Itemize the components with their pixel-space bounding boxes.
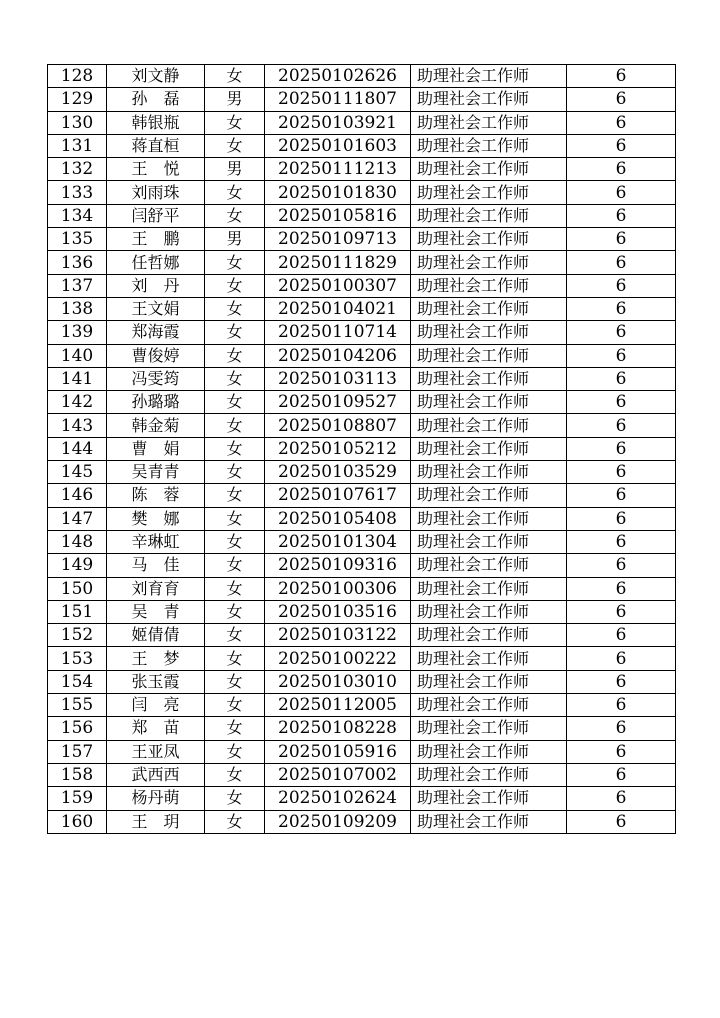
table-row: [48, 158, 676, 181]
gender-cell: 女: [205, 391, 265, 414]
table-row: [48, 321, 676, 344]
table-row: [48, 507, 676, 530]
exam-id-cell: 20250112005: [265, 694, 411, 717]
exam-id-cell: 20250103113: [265, 367, 411, 390]
score-cell: 6: [567, 251, 676, 274]
qualification-cell: 助理社会工作师: [411, 344, 567, 367]
exam-id-cell: 20250105212: [265, 437, 411, 460]
row-number-cell: 159: [48, 787, 107, 810]
qualification-cell: 助理社会工作师: [411, 158, 567, 181]
row-number-cell: 131: [48, 134, 107, 157]
score-cell: 6: [567, 530, 676, 553]
gender-cell: 女: [205, 181, 265, 204]
gender-cell: 女: [205, 717, 265, 740]
name-cell: 王文娟: [107, 297, 205, 320]
exam-id-cell: 20250102626: [265, 65, 411, 88]
row-number-cell: 139: [48, 321, 107, 344]
name-cell: 郑 苗: [107, 717, 205, 740]
row-number-cell: 146: [48, 484, 107, 507]
gender-cell: 女: [205, 414, 265, 437]
qualification-cell: 助理社会工作师: [411, 530, 567, 553]
table-row: [48, 228, 676, 251]
row-number-cell: 133: [48, 181, 107, 204]
name-cell: 冯雯筠: [107, 367, 205, 390]
row-number-cell: 153: [48, 647, 107, 670]
score-cell: 6: [567, 414, 676, 437]
gender-cell: 女: [205, 810, 265, 833]
gender-cell: 女: [205, 111, 265, 134]
table-row: [48, 763, 676, 786]
table-row: [48, 530, 676, 553]
exam-id-cell: 20250103516: [265, 600, 411, 623]
name-cell: 孙璐璐: [107, 391, 205, 414]
score-cell: 6: [567, 554, 676, 577]
exam-id-cell: 20250105408: [265, 507, 411, 530]
name-cell: 张玉霞: [107, 670, 205, 693]
name-cell: 姬倩倩: [107, 624, 205, 647]
row-number-cell: 145: [48, 461, 107, 484]
gender-cell: 男: [205, 158, 265, 181]
table-row: [48, 484, 676, 507]
score-cell: 6: [567, 740, 676, 763]
table-row: [48, 391, 676, 414]
gender-cell: 女: [205, 624, 265, 647]
exam-id-cell: 20250105816: [265, 204, 411, 227]
table-row: [48, 624, 676, 647]
exam-id-cell: 20250111829: [265, 251, 411, 274]
qualification-cell: 助理社会工作师: [411, 624, 567, 647]
score-cell: 6: [567, 694, 676, 717]
table-row: [48, 810, 676, 833]
score-cell: 6: [567, 88, 676, 111]
qualification-cell: 助理社会工作师: [411, 274, 567, 297]
row-number-cell: 130: [48, 111, 107, 134]
exam-id-cell: 20250101830: [265, 181, 411, 204]
name-cell: 马 佳: [107, 554, 205, 577]
row-number-cell: 136: [48, 251, 107, 274]
exam-id-cell: 20250100307: [265, 274, 411, 297]
row-number-cell: 129: [48, 88, 107, 111]
name-cell: 武西西: [107, 763, 205, 786]
qualification-cell: 助理社会工作师: [411, 414, 567, 437]
name-cell: 韩金菊: [107, 414, 205, 437]
score-cell: 6: [567, 577, 676, 600]
row-number-cell: 158: [48, 763, 107, 786]
table-row: [48, 134, 676, 157]
name-cell: 樊 娜: [107, 507, 205, 530]
qualification-cell: 助理社会工作师: [411, 111, 567, 134]
score-cell: 6: [567, 437, 676, 460]
name-cell: 蒋直桓: [107, 134, 205, 157]
score-cell: 6: [567, 787, 676, 810]
name-cell: 曹 娟: [107, 437, 205, 460]
exam-id-cell: 20250109527: [265, 391, 411, 414]
name-cell: 辛琳虹: [107, 530, 205, 553]
gender-cell: 女: [205, 507, 265, 530]
gender-cell: 女: [205, 600, 265, 623]
row-number-cell: 150: [48, 577, 107, 600]
qualification-cell: 助理社会工作师: [411, 484, 567, 507]
name-cell: 孙 磊: [107, 88, 205, 111]
name-cell: 刘育育: [107, 577, 205, 600]
exam-id-cell: 20250107002: [265, 763, 411, 786]
exam-id-cell: 20250100306: [265, 577, 411, 600]
table-row: [48, 344, 676, 367]
table-row: [48, 414, 676, 437]
score-cell: 6: [567, 624, 676, 647]
score-cell: 6: [567, 810, 676, 833]
qualification-cell: 助理社会工作师: [411, 321, 567, 344]
exam-id-cell: 20250103529: [265, 461, 411, 484]
name-cell: 闫 亮: [107, 694, 205, 717]
table-row: [48, 740, 676, 763]
row-number-cell: 137: [48, 274, 107, 297]
table-row: [48, 600, 676, 623]
name-cell: 郑海霞: [107, 321, 205, 344]
table-row: [48, 274, 676, 297]
roster-table: [47, 64, 676, 834]
gender-cell: 女: [205, 740, 265, 763]
table-row: [48, 577, 676, 600]
row-number-cell: 155: [48, 694, 107, 717]
exam-id-cell: 20250111213: [265, 158, 411, 181]
qualification-cell: 助理社会工作师: [411, 228, 567, 251]
qualification-cell: 助理社会工作师: [411, 717, 567, 740]
gender-cell: 女: [205, 204, 265, 227]
row-number-cell: 160: [48, 810, 107, 833]
gender-cell: 女: [205, 297, 265, 320]
score-cell: 6: [567, 181, 676, 204]
gender-cell: 女: [205, 763, 265, 786]
qualification-cell: 助理社会工作师: [411, 367, 567, 390]
row-number-cell: 152: [48, 624, 107, 647]
name-cell: 韩银瓶: [107, 111, 205, 134]
table-row: [48, 694, 676, 717]
score-cell: 6: [567, 274, 676, 297]
row-number-cell: 151: [48, 600, 107, 623]
score-cell: 6: [567, 228, 676, 251]
qualification-cell: 助理社会工作师: [411, 391, 567, 414]
exam-id-cell: 20250103010: [265, 670, 411, 693]
row-number-cell: 147: [48, 507, 107, 530]
name-cell: 王 玥: [107, 810, 205, 833]
gender-cell: 女: [205, 577, 265, 600]
gender-cell: 男: [205, 88, 265, 111]
gender-cell: 女: [205, 647, 265, 670]
table-row: [48, 717, 676, 740]
table-row: [48, 670, 676, 693]
score-cell: 6: [567, 321, 676, 344]
name-cell: 王亚凤: [107, 740, 205, 763]
table-row: [48, 251, 676, 274]
name-cell: 王 梦: [107, 647, 205, 670]
row-number-cell: 134: [48, 204, 107, 227]
score-cell: 6: [567, 65, 676, 88]
row-number-cell: 156: [48, 717, 107, 740]
name-cell: 杨丹萌: [107, 787, 205, 810]
exam-id-cell: 20250105916: [265, 740, 411, 763]
qualification-cell: 助理社会工作师: [411, 461, 567, 484]
exam-id-cell: 20250103921: [265, 111, 411, 134]
row-number-cell: 142: [48, 391, 107, 414]
score-cell: 6: [567, 717, 676, 740]
name-cell: 任哲娜: [107, 251, 205, 274]
exam-id-cell: 20250104021: [265, 297, 411, 320]
score-cell: 6: [567, 158, 676, 181]
gender-cell: 女: [205, 65, 265, 88]
qualification-cell: 助理社会工作师: [411, 810, 567, 833]
gender-cell: 女: [205, 321, 265, 344]
score-cell: 6: [567, 111, 676, 134]
name-cell: 刘雨珠: [107, 181, 205, 204]
qualification-cell: 助理社会工作师: [411, 65, 567, 88]
qualification-cell: 助理社会工作师: [411, 577, 567, 600]
exam-id-cell: 20250110714: [265, 321, 411, 344]
table-row: [48, 111, 676, 134]
score-cell: 6: [567, 134, 676, 157]
score-cell: 6: [567, 484, 676, 507]
exam-id-cell: 20250108807: [265, 414, 411, 437]
exam-id-cell: 20250100222: [265, 647, 411, 670]
score-cell: 6: [567, 204, 676, 227]
gender-cell: 女: [205, 134, 265, 157]
qualification-cell: 助理社会工作师: [411, 297, 567, 320]
score-cell: 6: [567, 461, 676, 484]
name-cell: 闫舒平: [107, 204, 205, 227]
table-row: [48, 367, 676, 390]
table-row: [48, 554, 676, 577]
gender-cell: 女: [205, 694, 265, 717]
score-cell: 6: [567, 763, 676, 786]
score-cell: 6: [567, 670, 676, 693]
qualification-cell: 助理社会工作师: [411, 670, 567, 693]
name-cell: 刘 丹: [107, 274, 205, 297]
row-number-cell: 140: [48, 344, 107, 367]
exam-id-cell: 20250102624: [265, 787, 411, 810]
gender-cell: 女: [205, 461, 265, 484]
qualification-cell: 助理社会工作师: [411, 437, 567, 460]
qualification-cell: 助理社会工作师: [411, 134, 567, 157]
name-cell: 吴青青: [107, 461, 205, 484]
exam-id-cell: 20250108228: [265, 717, 411, 740]
name-cell: 刘文静: [107, 65, 205, 88]
qualification-cell: 助理社会工作师: [411, 251, 567, 274]
table-row: [48, 65, 676, 88]
exam-id-cell: 20250101304: [265, 530, 411, 553]
exam-id-cell: 20250104206: [265, 344, 411, 367]
score-cell: 6: [567, 647, 676, 670]
roster-body: [48, 65, 676, 834]
table-row: [48, 647, 676, 670]
gender-cell: 女: [205, 274, 265, 297]
score-cell: 6: [567, 344, 676, 367]
row-number-cell: 135: [48, 228, 107, 251]
qualification-cell: 助理社会工作师: [411, 647, 567, 670]
gender-cell: 男: [205, 228, 265, 251]
row-number-cell: 128: [48, 65, 107, 88]
gender-cell: 女: [205, 670, 265, 693]
table-row: [48, 204, 676, 227]
score-cell: 6: [567, 297, 676, 320]
exam-id-cell: 20250109316: [265, 554, 411, 577]
exam-id-cell: 20250109209: [265, 810, 411, 833]
score-cell: 6: [567, 600, 676, 623]
name-cell: 曹俊婷: [107, 344, 205, 367]
name-cell: 陈 蓉: [107, 484, 205, 507]
qualification-cell: 助理社会工作师: [411, 181, 567, 204]
qualification-cell: 助理社会工作师: [411, 88, 567, 111]
score-cell: 6: [567, 391, 676, 414]
table-row: [48, 88, 676, 111]
table-row: [48, 787, 676, 810]
qualification-cell: 助理社会工作师: [411, 204, 567, 227]
row-number-cell: 157: [48, 740, 107, 763]
name-cell: 王 悦: [107, 158, 205, 181]
qualification-cell: 助理社会工作师: [411, 787, 567, 810]
row-number-cell: 143: [48, 414, 107, 437]
gender-cell: 女: [205, 484, 265, 507]
score-cell: 6: [567, 507, 676, 530]
row-number-cell: 154: [48, 670, 107, 693]
table-row: [48, 181, 676, 204]
gender-cell: 女: [205, 367, 265, 390]
name-cell: 王 鹏: [107, 228, 205, 251]
qualification-cell: 助理社会工作师: [411, 763, 567, 786]
row-number-cell: 149: [48, 554, 107, 577]
qualification-cell: 助理社会工作师: [411, 740, 567, 763]
exam-id-cell: 20250109713: [265, 228, 411, 251]
exam-id-cell: 20250111807: [265, 88, 411, 111]
row-number-cell: 148: [48, 530, 107, 553]
gender-cell: 女: [205, 251, 265, 274]
row-number-cell: 132: [48, 158, 107, 181]
name-cell: 吴 青: [107, 600, 205, 623]
gender-cell: 女: [205, 530, 265, 553]
row-number-cell: 144: [48, 437, 107, 460]
row-number-cell: 138: [48, 297, 107, 320]
gender-cell: 女: [205, 437, 265, 460]
gender-cell: 女: [205, 787, 265, 810]
exam-id-cell: 20250103122: [265, 624, 411, 647]
table-row: [48, 297, 676, 320]
row-number-cell: 141: [48, 367, 107, 390]
table-row: [48, 461, 676, 484]
exam-id-cell: 20250101603: [265, 134, 411, 157]
gender-cell: 女: [205, 344, 265, 367]
exam-id-cell: 20250107617: [265, 484, 411, 507]
qualification-cell: 助理社会工作师: [411, 694, 567, 717]
score-cell: 6: [567, 367, 676, 390]
qualification-cell: 助理社会工作师: [411, 554, 567, 577]
table-row: [48, 437, 676, 460]
gender-cell: 女: [205, 554, 265, 577]
qualification-cell: 助理社会工作师: [411, 507, 567, 530]
qualification-cell: 助理社会工作师: [411, 600, 567, 623]
